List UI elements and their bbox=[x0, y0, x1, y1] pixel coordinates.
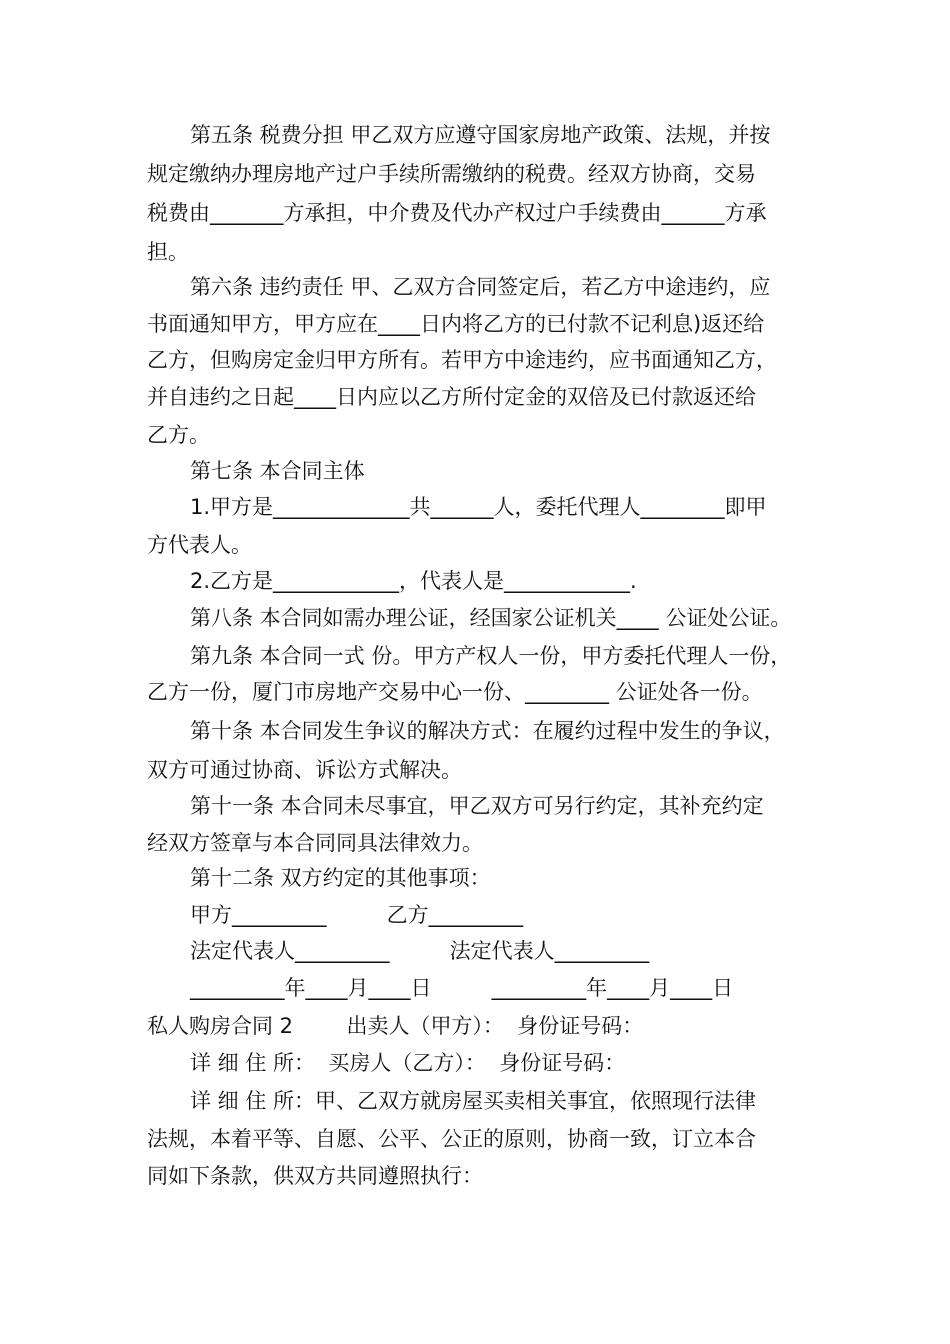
text-line: 同如下条款，供双方共同遵照执行： bbox=[147, 1164, 483, 1188]
text-line: 第六条 违约责任 甲、乙双方合同签定后，若乙方中途违约，应 bbox=[190, 275, 771, 299]
text-line: 并自违约之日起____日内应以乙方所付定金的双倍及已付款返还给 bbox=[147, 385, 756, 409]
text-line: 1.甲方是_____________共______人，委托代理人________即甲 bbox=[190, 495, 767, 519]
text-line: 乙方。 bbox=[147, 423, 210, 447]
text-line: _________年____月____日 _________年____月____日 bbox=[190, 976, 734, 1000]
text-line: 2.乙方是____________，代表人是____________. bbox=[190, 569, 637, 593]
text-line: 甲方_________ 乙方_________ bbox=[190, 903, 524, 927]
text-line: 双方可通过协商、诉讼方式解决。 bbox=[147, 758, 462, 782]
text-line: 第十一条 本合同未尽事宜，甲乙双方可另行约定，其补充约定 bbox=[190, 794, 764, 818]
text-line: 书面通知甲方，甲方应在____日内将乙方的已付款不记利息)返还给 bbox=[147, 312, 765, 336]
text-line: 详 细 住 所： 买房人（乙方）： 身份证号码： bbox=[190, 1051, 626, 1075]
text-line: 经双方签章与本合同同具法律效力。 bbox=[147, 831, 483, 855]
text-line: 第九条 本合同一式 份。甲方产权人一份，甲方委托代理人一份， bbox=[190, 644, 792, 668]
text-line: 乙方，但购房定金归甲方所有。若甲方中途违约，应书面通知乙方， bbox=[147, 348, 777, 372]
text-line: 规定缴纳办理房地产过户手续所需缴纳的税费。经双方协商，交易 bbox=[147, 162, 756, 186]
text-line: 方代表人。 bbox=[147, 533, 252, 557]
text-line: 税费由_______方承担，中介费及代办产权过户手续费由______方承 bbox=[147, 201, 767, 225]
text-line: 担。 bbox=[147, 240, 189, 264]
text-line: 第五条 税费分担 甲乙双方应遵守国家房地产政策、法规，并按 bbox=[190, 123, 771, 147]
text-line: 私人购房合同 2 出卖人（甲方）： 身份证号码： bbox=[147, 1014, 644, 1038]
text-line: 法定代表人_________ 法定代表人_________ bbox=[190, 939, 650, 963]
text-line: 第十条 本合同发生争议的解决方式：在履约过程中发生的争议， bbox=[190, 719, 785, 743]
text-line: 第十二条 双方约定的其他事项： bbox=[190, 866, 491, 890]
text-line: 第八条 本合同如需办理公证，经国家公证机关____ 公证处公证。 bbox=[190, 606, 792, 630]
text-line: 详 细 住 所：甲、乙双方就房屋买卖相关事宜，依照现行法律 bbox=[190, 1089, 757, 1113]
text-line: 第七条 本合同主体 bbox=[190, 459, 365, 483]
text-line: 法规，本着平等、自愿、公平、公正的原则，协商一致，订立本合 bbox=[147, 1127, 756, 1151]
text-line: 乙方一份，厦门市房地产交易中心一份、________ 公证处各一份。 bbox=[147, 680, 763, 704]
